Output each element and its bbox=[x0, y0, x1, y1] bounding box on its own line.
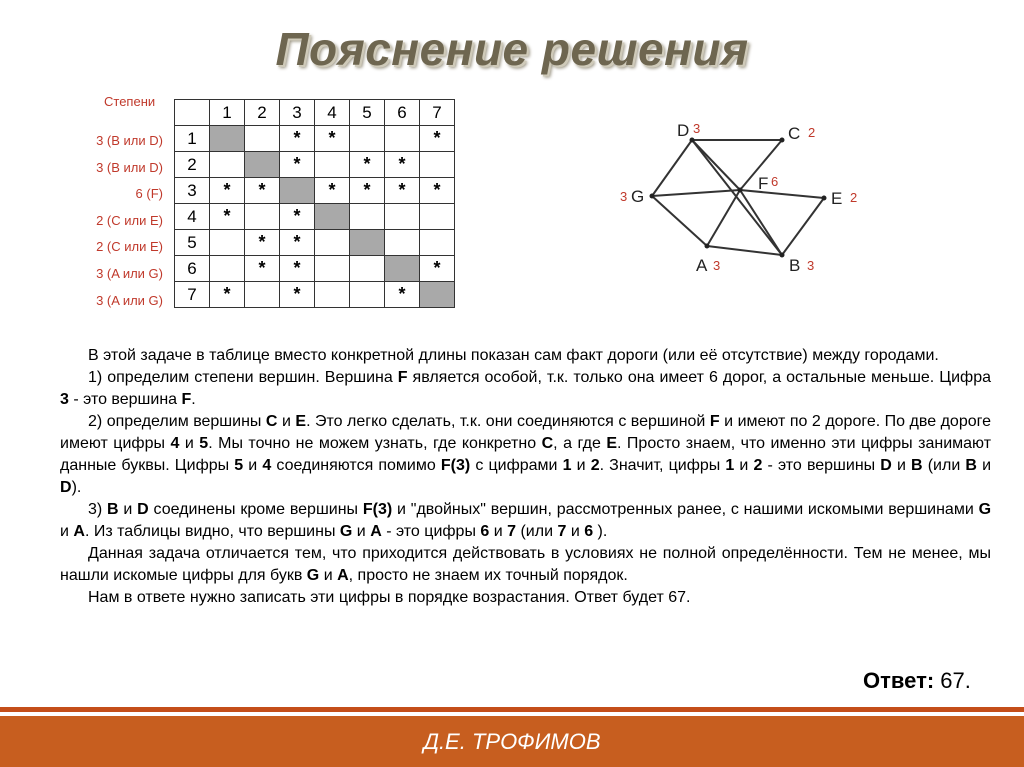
table-cell: * bbox=[315, 126, 350, 152]
text-bold: D bbox=[880, 457, 892, 474]
column-header: 2 bbox=[245, 100, 280, 126]
column-header: 6 bbox=[385, 100, 420, 126]
paragraph-step-2 bbox=[60, 411, 991, 499]
graph-edges bbox=[652, 140, 824, 255]
table-cell bbox=[280, 178, 315, 204]
text-bold: G bbox=[306, 567, 320, 584]
text-span: и "двойных" вершин, рассмотренных ранее, с нашими искомыми вершинами bbox=[392, 501, 979, 518]
text-bold: G bbox=[978, 501, 992, 518]
table-cell bbox=[315, 256, 350, 282]
table-cell bbox=[420, 152, 455, 178]
table-cell: * bbox=[210, 282, 245, 308]
footer-author: Д.Е. ТРОФИМОВ bbox=[0, 716, 1024, 767]
edge-e-b bbox=[782, 198, 824, 255]
table-cell: * bbox=[280, 256, 315, 282]
answer-block bbox=[863, 668, 971, 694]
text-span: и имеют по 2 дороге. По две дороге имеют цифры bbox=[60, 413, 992, 452]
vertex-label-d: D bbox=[677, 121, 690, 140]
corner-cell bbox=[175, 100, 210, 126]
text-span: - это вершины bbox=[762, 457, 881, 474]
table-cell: * bbox=[210, 178, 245, 204]
text-bold: C bbox=[541, 435, 554, 452]
degree-d: 3 bbox=[693, 121, 701, 136]
text-bold: A bbox=[370, 523, 382, 540]
table-cell bbox=[315, 230, 350, 256]
table-cell: * bbox=[280, 126, 315, 152]
degree-label: 3 (B или D) bbox=[96, 133, 163, 148]
table-row bbox=[175, 256, 455, 282]
table-cell bbox=[385, 256, 420, 282]
table-cell bbox=[350, 204, 385, 230]
column-header: 5 bbox=[350, 100, 385, 126]
degree-g: 3 bbox=[620, 189, 628, 204]
table-cell bbox=[245, 204, 280, 230]
row-header: 1 bbox=[175, 126, 210, 152]
table-cell bbox=[350, 230, 385, 256]
edge-f-e bbox=[740, 190, 824, 198]
table-cell bbox=[245, 152, 280, 178]
vertex-label-e: E bbox=[831, 189, 843, 208]
text-bold: 1 bbox=[562, 457, 572, 474]
text-span: и bbox=[976, 457, 992, 474]
text-span: и bbox=[891, 457, 912, 474]
column-header: 4 bbox=[315, 100, 350, 126]
degree-label: 3 (A или G) bbox=[96, 293, 163, 308]
table-cell bbox=[385, 230, 420, 256]
table-cell bbox=[350, 282, 385, 308]
text-bold: D bbox=[60, 479, 72, 496]
vertex-label-c: C bbox=[788, 124, 801, 143]
table-cell bbox=[315, 204, 350, 230]
table-cell bbox=[420, 204, 455, 230]
row-header: 4 bbox=[175, 204, 210, 230]
text-span: Данная задача отличается тем, что приходится действовать в условиях не полной определённости. Тем не менее, мы нашли искомые цифры для букв bbox=[60, 545, 991, 584]
table-cell: * bbox=[420, 126, 455, 152]
row-header: 2 bbox=[175, 152, 210, 178]
table-cell bbox=[420, 230, 455, 256]
vertex-label-b: B bbox=[789, 256, 801, 275]
text-span: - это вершина bbox=[68, 391, 182, 408]
text-bold: A bbox=[337, 567, 349, 584]
text-bold: 5 bbox=[234, 457, 244, 474]
text-bold: 7 bbox=[557, 523, 567, 540]
table-cell bbox=[210, 230, 245, 256]
text-span: является особой, т.к. только она имеет 6 дорог, а остальные меньше. Цифра bbox=[407, 369, 991, 386]
row-header: 3 bbox=[175, 178, 210, 204]
row-header: 7 bbox=[175, 282, 210, 308]
text-bold: A bbox=[73, 523, 85, 540]
text-bold: C bbox=[265, 413, 278, 430]
table-cell: * bbox=[420, 256, 455, 282]
text-span: , а где bbox=[553, 435, 607, 452]
adjacency-table bbox=[174, 99, 455, 308]
text-span: и bbox=[566, 523, 585, 540]
degree-c: 2 bbox=[808, 125, 816, 140]
text-span: . Мы точно не можем узнать, где конкретно bbox=[208, 435, 542, 452]
text-bold: G bbox=[339, 523, 353, 540]
degree-label: 2 (C или E) bbox=[96, 213, 163, 228]
table-cell bbox=[210, 152, 245, 178]
text-bold: B bbox=[107, 501, 119, 518]
degree-label: 3 (A или G) bbox=[96, 266, 163, 281]
table-cell bbox=[385, 204, 420, 230]
column-header: 1 bbox=[210, 100, 245, 126]
table-cell: * bbox=[245, 256, 280, 282]
table-row bbox=[175, 152, 455, 178]
text-span: (или bbox=[516, 523, 558, 540]
edge-d-g bbox=[652, 140, 692, 196]
text-span: . bbox=[191, 391, 196, 408]
slide-title: Пояснение решения bbox=[275, 23, 749, 75]
degree-b: 3 bbox=[807, 258, 815, 273]
answer-label: Ответ: bbox=[863, 668, 935, 693]
text-bold: F(3) bbox=[440, 457, 471, 474]
edge-d-f bbox=[692, 140, 740, 190]
text-bold: B bbox=[911, 457, 923, 474]
text-bold: B bbox=[965, 457, 977, 474]
text-bold: F bbox=[709, 413, 720, 430]
text-span: 2) определим вершины bbox=[88, 413, 266, 430]
text-span: и bbox=[277, 413, 296, 430]
text-span: . Значит, цифры bbox=[599, 457, 726, 474]
edge-g-a bbox=[652, 196, 707, 246]
text-bold: 5 bbox=[199, 435, 209, 452]
text-span: . Просто знаем, что именно эти цифры занимают данные буквы. Цифры bbox=[60, 435, 992, 474]
table-cell bbox=[210, 126, 245, 152]
text-bold: 7 bbox=[507, 523, 517, 540]
table-cell: * bbox=[315, 178, 350, 204]
vertex-g bbox=[650, 194, 655, 199]
vertex-c bbox=[780, 138, 785, 143]
vertex-f bbox=[738, 188, 743, 193]
text-span: 3) bbox=[88, 501, 108, 518]
edge-g-f bbox=[652, 190, 740, 196]
degrees-header: Степени bbox=[104, 94, 156, 109]
vertex-d bbox=[690, 138, 695, 143]
text-span: и bbox=[60, 523, 74, 540]
text-span: соединены кроме вершины bbox=[148, 501, 363, 518]
table-row bbox=[175, 230, 455, 256]
table-cell: * bbox=[245, 230, 280, 256]
row-header: 5 bbox=[175, 230, 210, 256]
table-cell bbox=[315, 152, 350, 178]
table-cell bbox=[245, 126, 280, 152]
vertex-e bbox=[822, 196, 827, 201]
table-cell: * bbox=[280, 204, 315, 230]
city-graph bbox=[610, 110, 870, 280]
text-span: ). bbox=[593, 523, 608, 540]
table-cell bbox=[420, 282, 455, 308]
table-row bbox=[175, 204, 455, 230]
footer-divider bbox=[0, 707, 1024, 712]
text-bold: 4 bbox=[262, 457, 272, 474]
degree-label: 6 (F) bbox=[135, 186, 163, 201]
table-cell bbox=[385, 126, 420, 152]
text-span: и bbox=[489, 523, 508, 540]
text-bold: 3 bbox=[60, 391, 69, 408]
table-row bbox=[175, 126, 455, 152]
explanation-text bbox=[60, 345, 991, 609]
table-row bbox=[175, 178, 455, 204]
table-cell: * bbox=[385, 178, 420, 204]
degree-e: 2 bbox=[850, 190, 858, 205]
text-bold: F(3) bbox=[362, 501, 393, 518]
paragraph-step-1 bbox=[60, 367, 991, 411]
vertex-label-a: A bbox=[696, 256, 708, 275]
column-header: 3 bbox=[280, 100, 315, 126]
text-bold: 4 bbox=[170, 435, 180, 452]
paragraph-intro: В этой задаче в таблице вместо конкретной длины показан сам факт дороги (или её отсутствие) между городами. bbox=[88, 347, 939, 364]
table-header-row bbox=[175, 100, 455, 126]
text-span: - это цифры bbox=[381, 523, 481, 540]
text-span: и bbox=[734, 457, 754, 474]
table-cell: * bbox=[350, 152, 385, 178]
text-span: и bbox=[352, 523, 371, 540]
text-span: 1) определим степени вершин. Вершина bbox=[88, 369, 398, 386]
text-span: и bbox=[243, 457, 263, 474]
edge-a-b bbox=[707, 246, 782, 255]
text-bold: F bbox=[181, 391, 192, 408]
table-cell bbox=[245, 282, 280, 308]
table-cell: * bbox=[350, 178, 385, 204]
table-cell: * bbox=[280, 282, 315, 308]
vertex-b bbox=[780, 253, 785, 258]
text-bold: 6 bbox=[584, 523, 594, 540]
degree-label: 2 (C или E) bbox=[96, 239, 163, 254]
text-span: и bbox=[571, 457, 591, 474]
table-cell: * bbox=[280, 230, 315, 256]
text-span: . Это легко сделать, т.к. они соединяются с вершиной bbox=[306, 413, 710, 430]
text-bold: E bbox=[606, 435, 617, 452]
text-bold: 2 bbox=[590, 457, 600, 474]
degree-f: 6 bbox=[771, 174, 779, 189]
text-span: (или bbox=[922, 457, 966, 474]
text-bold: F bbox=[397, 369, 408, 386]
table-cell: * bbox=[385, 282, 420, 308]
text-bold: 6 bbox=[480, 523, 490, 540]
text-bold: 1 bbox=[725, 457, 735, 474]
table-cell bbox=[315, 282, 350, 308]
vertex-a bbox=[705, 244, 710, 249]
table-row bbox=[175, 282, 455, 308]
edge-f-b bbox=[740, 190, 782, 255]
degree-a: 3 bbox=[713, 258, 721, 273]
column-header: 7 bbox=[420, 100, 455, 126]
text-span: , просто не знаем их точный порядок. bbox=[348, 567, 628, 584]
table-cell: * bbox=[280, 152, 315, 178]
text-span: и bbox=[118, 501, 138, 518]
vertex-label-g: G bbox=[631, 187, 645, 206]
table-cell bbox=[350, 256, 385, 282]
paragraph-conclusion bbox=[60, 543, 991, 587]
text-span: и bbox=[319, 567, 338, 584]
text-bold: 2 bbox=[753, 457, 763, 474]
text-span: соединяются помимо bbox=[271, 457, 441, 474]
paragraph-step-3 bbox=[60, 499, 991, 543]
table-cell bbox=[350, 126, 385, 152]
paragraph-answer-note: Нам в ответе нужно записать эти цифры в порядке возрастания. Ответ будет 67. bbox=[88, 589, 691, 606]
vertex-label-f: F bbox=[758, 174, 769, 193]
row-header: 6 bbox=[175, 256, 210, 282]
table-cell: * bbox=[385, 152, 420, 178]
table-cell bbox=[210, 256, 245, 282]
degree-label: 3 (B или D) bbox=[96, 160, 163, 175]
text-span: ). bbox=[71, 479, 82, 496]
table-cell: * bbox=[245, 178, 280, 204]
table-cell: * bbox=[210, 204, 245, 230]
text-bold: D bbox=[137, 501, 149, 518]
text-span: . Из таблицы видно, что вершины bbox=[84, 523, 340, 540]
text-bold: E bbox=[295, 413, 307, 430]
text-span: с цифрами bbox=[470, 457, 563, 474]
answer-value: 67. bbox=[940, 668, 971, 693]
text-span: и bbox=[179, 435, 200, 452]
edge-f-a bbox=[707, 190, 740, 246]
table-cell: * bbox=[420, 178, 455, 204]
